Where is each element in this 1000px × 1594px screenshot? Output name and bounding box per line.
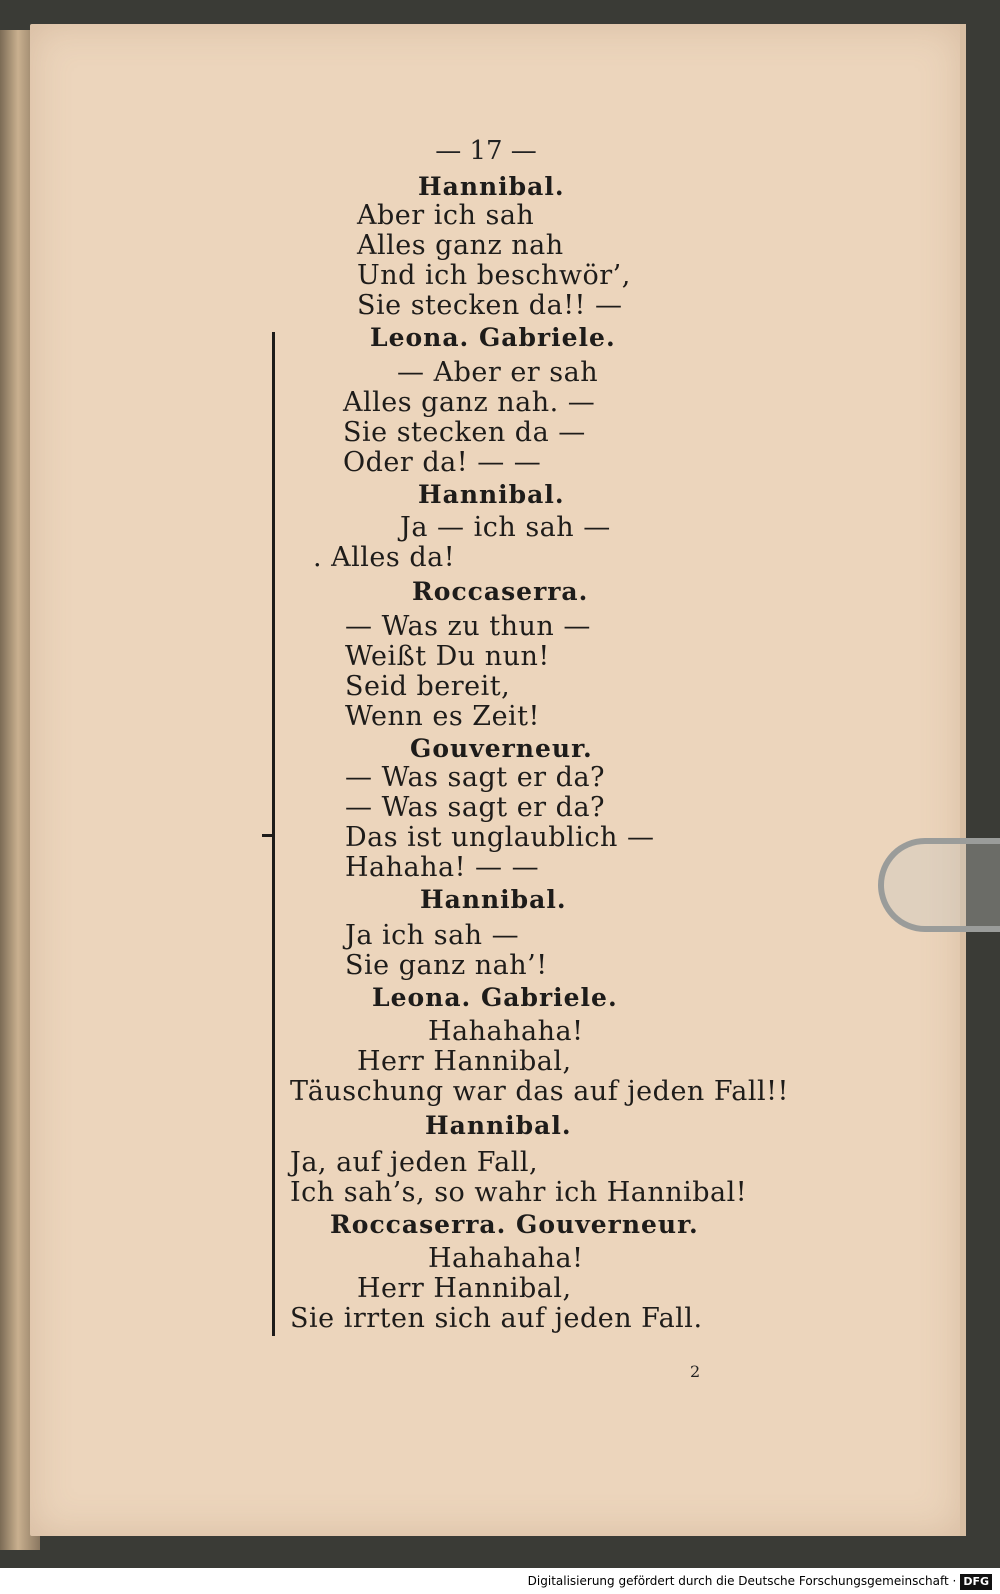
speaker-label: Leona. Gabriele. (370, 323, 616, 352)
speaker-label: Hannibal. (418, 172, 565, 201)
digitization-footer (0, 1568, 1000, 1594)
speaker-label: Hannibal. (420, 885, 567, 914)
verse-line: Ja, auf jeden Fall, (290, 1147, 539, 1178)
verse-line: Ja — ich sah — (400, 512, 611, 543)
verse-line: Und ich beschwör’, (357, 260, 631, 291)
speaker-label: Gouverneur. (410, 734, 593, 763)
verse-line: Ich sah’s, so wahr ich Hannibal! (290, 1177, 748, 1208)
verse-line: Aber ich sah (357, 200, 535, 231)
verse-line: Herr Hannibal, (357, 1273, 572, 1304)
speaker-label: Hannibal. (418, 480, 565, 509)
verse-line: — Was sagt er da? (345, 792, 606, 823)
verse-line: Das ist unglaublich — (345, 822, 655, 853)
verse-line: Hahahaha! (428, 1243, 584, 1274)
verse-line: Sie ganz nah’! (345, 950, 548, 981)
verse-line: Seid bereit, (345, 671, 511, 702)
verse-line: Sie irrten sich auf jeden Fall. (290, 1303, 703, 1334)
page-number: — 17 — (435, 136, 537, 166)
verse-line: — Was sagt er da? (345, 762, 606, 793)
dfg-logo: DFG (960, 1574, 992, 1590)
verse-line: Oder da! — — (343, 447, 542, 478)
verse-line: Herr Hannibal, (357, 1046, 572, 1077)
verse-line: Weißt Du nun! (345, 641, 550, 672)
verse-line: — Aber er sah (397, 357, 599, 388)
speaker-label: Leona. Gabriele. (372, 983, 618, 1012)
verse-line: Wenn es Zeit! (345, 701, 540, 732)
verse-line: Hahahaha! (428, 1016, 584, 1047)
brace-line (272, 332, 275, 836)
verse-line: . Alles da! (313, 542, 456, 573)
verse-line: Alles ganz nah. — (343, 387, 596, 418)
verse-line: Täuschung war das auf jeden Fall!! (290, 1076, 789, 1107)
footer-text: Digitalisierung gefördert durch die Deutsche Forschungsgemeinschaft · (527, 1574, 957, 1588)
paper-clip (878, 838, 1000, 932)
sheet-signature: 2 (690, 1362, 701, 1381)
speaker-label: Roccaserra. Gouverneur. (330, 1210, 699, 1239)
speaker-label: Roccaserra. (412, 577, 589, 606)
verse-line: — Was zu thun — (345, 611, 591, 642)
verse-line: Sie stecken da — (343, 417, 586, 448)
verse-line: Hahaha! — — (345, 852, 540, 883)
verse-line: Alles ganz nah (357, 230, 564, 261)
verse-line: Ja ich sah — (345, 920, 520, 951)
speaker-label: Hannibal. (425, 1111, 572, 1140)
verse-line: Sie stecken da!! — (357, 290, 623, 321)
brace-line (272, 836, 275, 1336)
